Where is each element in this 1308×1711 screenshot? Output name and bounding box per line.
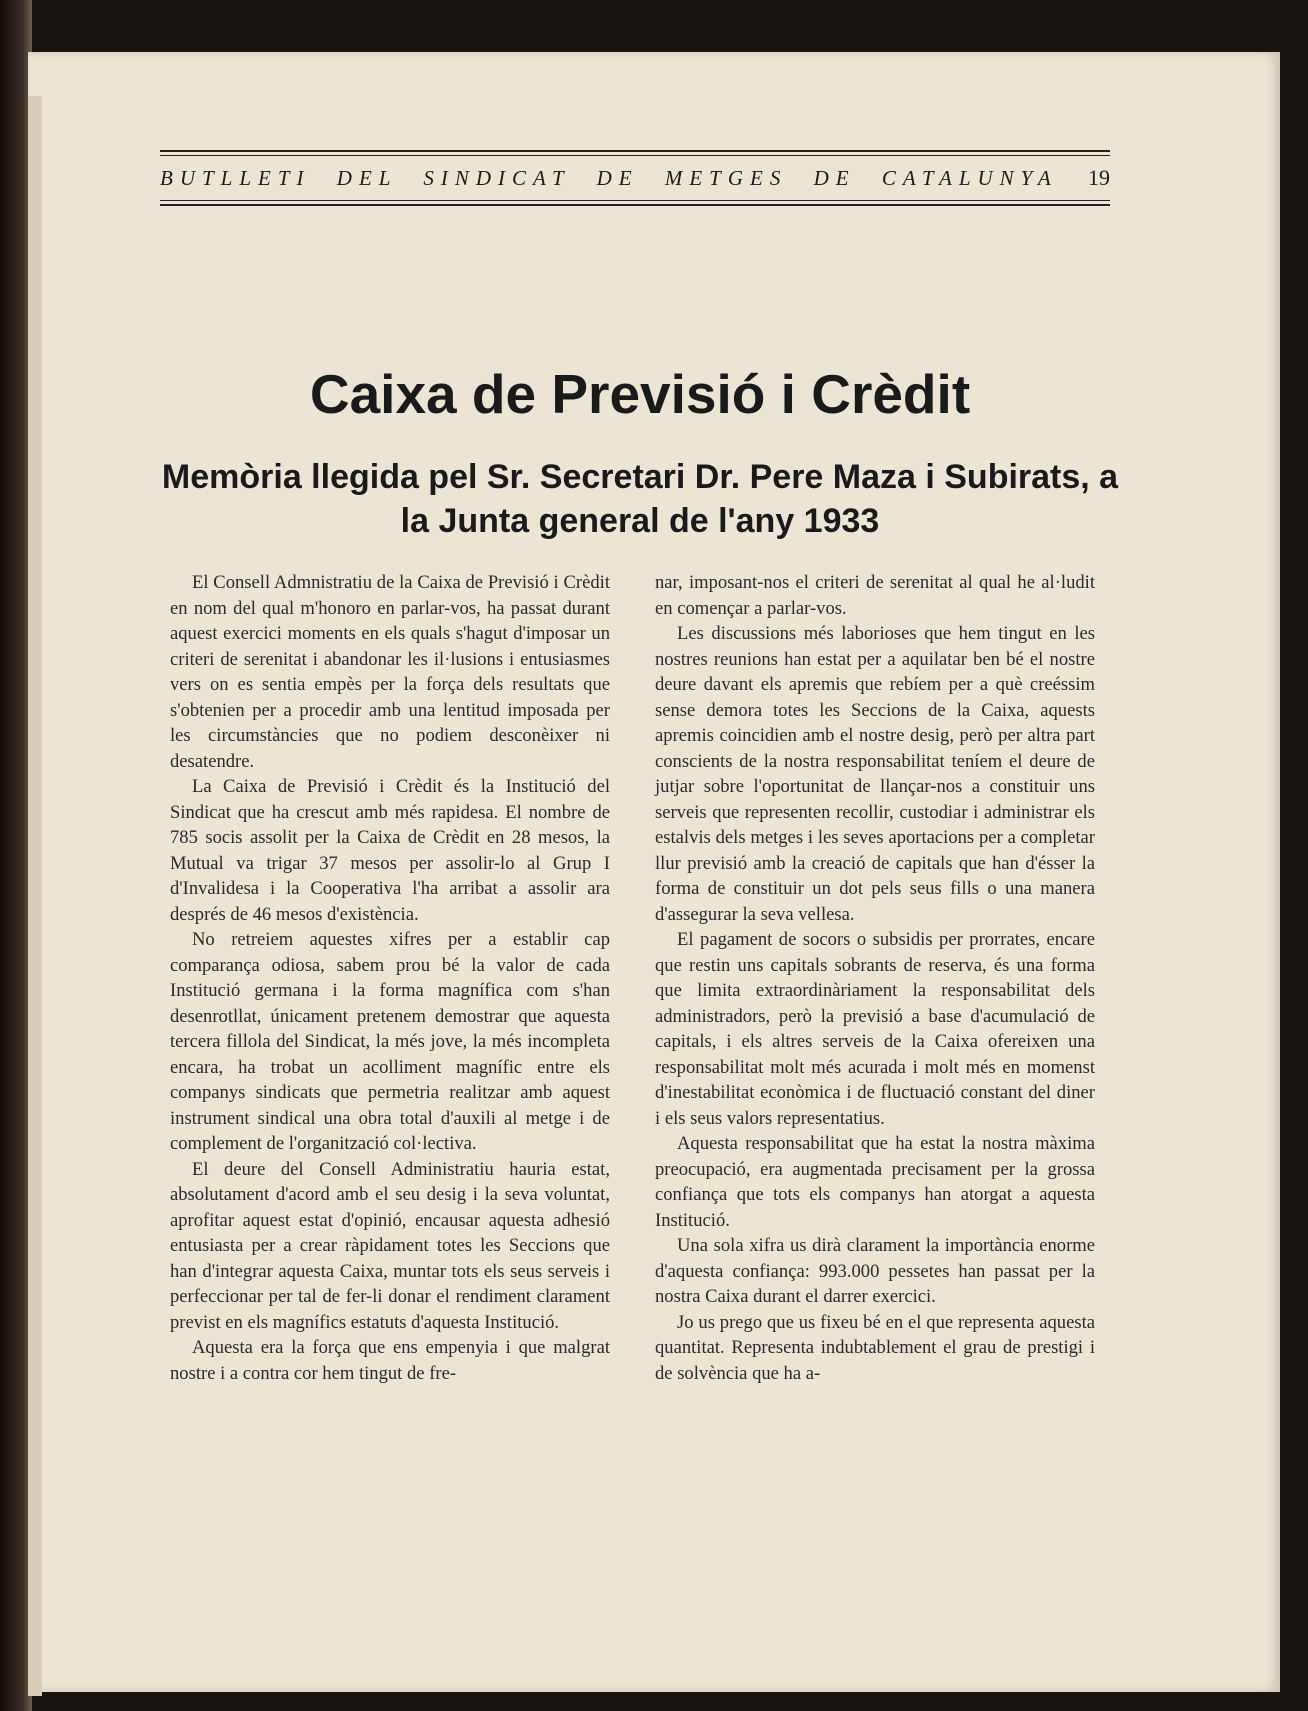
running-header: [160, 158, 1110, 198]
paragraph: Les discussions més laborioses que hem tingut en les nostres reunions han estat per a aquilatar ben bé el nostre deure davant els apremis que rebíem per a què creéssim sense demora totes les Seccions de la Caixa, aquests apremis coincidien amb el nostre desig, però per altra part conscients de la nostra responsabilitat teníem el deure de jutjar sobre l'oportunitat de llançar-nos a constituir uns serveis que representen recollir, custodiar i administrar els estalvis dels metges i les seves aportacions per a completar llur previsió amb la creació de capitals que han d'ésser la forma de constituir un dot pels seus fills o una manera d'assegurar la seva vellesa.: [655, 623, 1095, 925]
right-column: [655, 570, 1095, 1386]
paragraph: El Consell Admnistratiu de la Caixa de Previsió i Crèdit en nom del qual m'honoro en parlar-vos, ha passat durant aquest exercici moments en els quals s'hagut d'imposar un criteri de serenitat i abandonar les il·lusions i entusiasmes vers on es sentia empès per la força dels resultats que s'obtenien per a procedir amb una lentitud imposada per les circumstàncies que no podiem desconèixer ni desatendre.: [170, 572, 610, 772]
page-number: 19: [1088, 165, 1110, 190]
header-rule-bottom: [160, 204, 1110, 206]
paragraph: No retreiem aquestes xifres per a establir cap comparança odiosa, sabem prou bé la valor de cada Institució germana i la forma magnífica com s'han desenrotllat, únicament pretenem demostrar que aquesta tercera fillola del Sindicat, la més jove, la més incompleta encara, ha trobat un acolliment magnífic entre els companys sindicats que permetria realitzar amb aquest instrument sindical una obra total d'auxili al metge i de complement de l'organització col·lectiva.: [170, 929, 610, 1154]
header-rule-top-thin: [160, 155, 1110, 156]
paragraph: Jo us prego que us fixeu bé en el que representa aquesta quantitat. Representa indubtablement el grau de prestigi i de solvència que ha a-: [655, 1311, 1095, 1384]
paragraph: La Caixa de Previsió i Crèdit és la Institució del Sindicat que ha crescut amb més rapidesa. El nombre de 785 socis assolit per la Caixa de Crèdit en 28 mesos, la Mutual va trigar 37 mesos per assolir-lo al Grup I d'Invalidesa i la Cooperativa l'ha arribat a assolir ara després de 46 mesos d'existència.: [170, 776, 610, 925]
left-column: [170, 570, 610, 1386]
paragraph: El pagament de socors o subsidis per prorrates, encare que restin uns capitals sobrants de reserva, és una forma que limita extraordinàriament la responsabilitat dels administradors, però la previsió a base d'acumulació de capitals, i els altres serveis de la Caixa ofereixen una responsabilitat molt més acurada i molt més en momenst d'inestabilitat econòmica i de fluctuació constant del diner i els seus valors representatius.: [655, 929, 1095, 1129]
journal-title: BUTLLETI DEL SINDICAT DE METGES DE CATALUNYA: [160, 165, 1058, 190]
header-rule-bottom-thin: [160, 200, 1110, 201]
paragraph: El deure del Consell Administratiu hauria estat, absolutament d'acord amb el seu desig i la seva voluntat, aprofitar aquest estat d'opinió, encausar aquesta adhesió entusiasta per a crear ràpidament totes les Seccions que han d'integrar aquesta Caixa, muntar tots els seus serveis i perfeccionar per tal de fer-li donar el rendiment clarament previst en els magnífics estatuts d'aquesta Institució.: [170, 1158, 610, 1333]
paragraph: Una sola xifra us dirà clarament la importància enorme d'aquesta confiança: 993.000 pessetes han passat per la nostra Caixa durant el darrer exercici.: [655, 1235, 1095, 1307]
header-rule-top: [160, 150, 1110, 152]
article-title: Caixa de Previsió i Crèdit: [309, 363, 971, 425]
paragraph: Aquesta era la força que ens empenyia i que malgrat nostre i a contra cor hem tingut de fre-: [170, 1337, 610, 1384]
paragraph: Aquesta responsabilitat que ha estat la nostra màxima preocupació, era augmentada precisament per la grossa confiança que tots els companys han atorgat a aquesta Institució.: [655, 1133, 1095, 1231]
article-subtitle: Memòria llegida pel Sr. Secretari Dr. Pere Maza i Subirats, a la Junta general de l'any 1933: [161, 458, 1119, 540]
paragraph-continued: nar, imposant-nos el criteri de serenitat al qual he al·ludit en començar a parlar-vos.: [655, 572, 1095, 619]
page-edge: [28, 96, 42, 1696]
